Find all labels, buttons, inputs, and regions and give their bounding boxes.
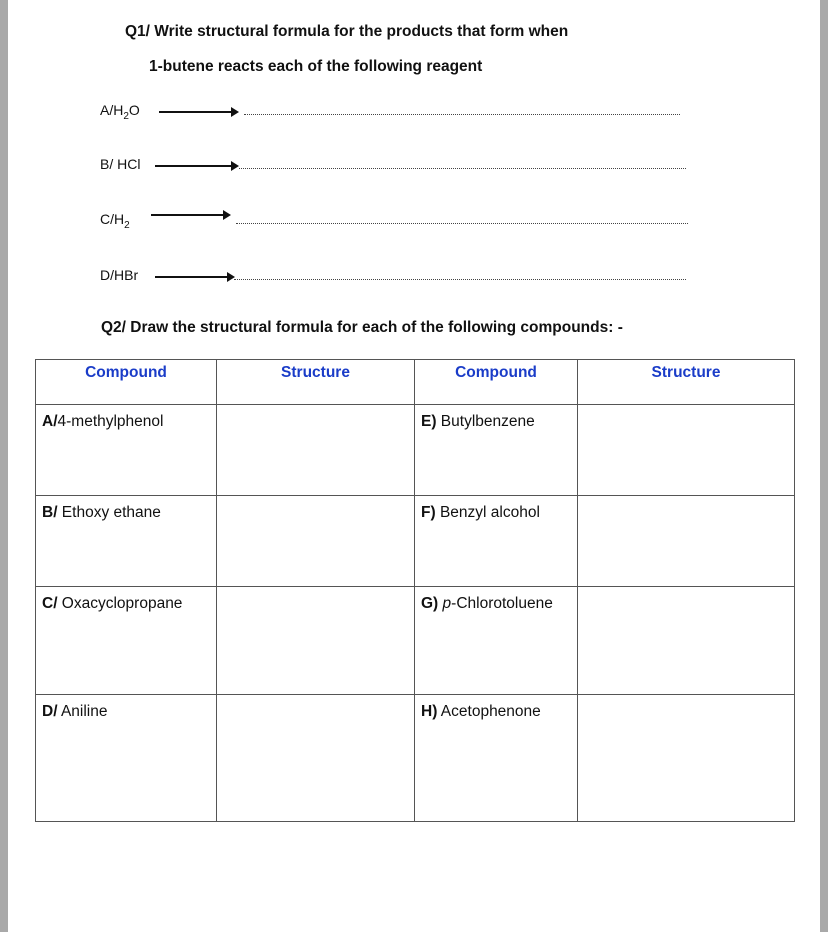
arrow-icon (151, 214, 225, 216)
reagent-row-a (8, 102, 820, 122)
q1-title-line1: Q1/ Write structural formula for the products that form when (125, 23, 569, 40)
table-row (36, 587, 795, 695)
compound-cell-f (415, 496, 578, 587)
compound-cell-e (415, 405, 578, 496)
answer-line-a[interactable] (244, 114, 680, 115)
reagent-label-b (100, 156, 140, 172)
reagent-formula: H (114, 211, 125, 227)
compound-cell-a (36, 405, 217, 496)
compound-name-italic: p (442, 595, 452, 612)
compound-cell-d (36, 695, 217, 822)
compound-prefix: B/ (42, 504, 58, 521)
reagent-formula: HBr (114, 267, 139, 283)
compound-cell-h (415, 695, 578, 822)
compound-prefix: C/ (42, 595, 58, 612)
compound-prefix: E) (421, 413, 437, 430)
structure-cell-b[interactable] (217, 496, 415, 587)
compound-name: Acetophenone (437, 703, 541, 720)
compound-prefix: H) (421, 703, 438, 720)
arrow-icon (159, 111, 233, 113)
header-compound-2: Compound (415, 360, 578, 405)
answer-line-d[interactable] (234, 279, 686, 280)
arrow-icon (155, 165, 233, 167)
reagent-row-c (8, 211, 820, 231)
worksheet-page (8, 0, 820, 932)
structure-cell-d[interactable] (217, 695, 415, 822)
reagent-row-b (8, 156, 820, 176)
table-row (36, 405, 795, 496)
compound-prefix: F) (421, 504, 436, 521)
structure-cell-e[interactable] (578, 405, 795, 496)
compound-prefix: G) (421, 595, 439, 612)
reagent-row-d (8, 267, 820, 287)
reagent-prefix: A/ (100, 102, 114, 118)
answer-line-c[interactable] (236, 223, 688, 224)
structure-cell-a[interactable] (217, 405, 415, 496)
compound-cell-g (415, 587, 578, 695)
structure-cell-g[interactable] (578, 587, 795, 695)
compound-name: Ethoxy ethane (57, 504, 161, 521)
compound-cell-c (36, 587, 217, 695)
reagent-prefix: B/ (100, 156, 114, 172)
table-row (36, 496, 795, 587)
reagent-prefix: D/ (100, 267, 114, 283)
reagent-label-d (100, 267, 138, 283)
structure-cell-c[interactable] (217, 587, 415, 695)
header-compound-1: Compound (36, 360, 217, 405)
compound-name: 4-methylphenol (57, 413, 164, 430)
reagent-formula: H (113, 102, 124, 118)
compound-prefix: A/ (42, 413, 58, 430)
structure-cell-f[interactable] (578, 496, 795, 587)
compound-prefix: D/ (42, 703, 58, 720)
compound-name: Oxacyclopropane (57, 595, 183, 612)
reagent-formula: HCl (113, 156, 141, 172)
reagent-prefix: C/ (100, 211, 114, 227)
reagent-label-c (100, 211, 130, 231)
header-structure-1: Structure (217, 360, 415, 405)
reagent-formula-tail: O (128, 102, 140, 118)
structure-cell-h[interactable] (578, 695, 795, 822)
arrow-icon (155, 276, 229, 278)
reagent-subscript: 2 (124, 219, 130, 231)
table-row (36, 695, 795, 822)
q2-title: Q2/ Draw the structural formula for each of the following compounds: - (101, 319, 623, 336)
compound-name: Butylbenzene (436, 413, 535, 430)
compound-cell-b (36, 496, 217, 587)
compound-name: -Chlorotoluene (451, 595, 553, 612)
reagent-label-a (100, 102, 140, 122)
header-structure-2: Structure (578, 360, 795, 405)
table-header-row (36, 360, 795, 405)
compound-name: Aniline (57, 703, 108, 720)
reagent-subscript: 2 (123, 110, 129, 122)
q1-title-line2: 1-butene reacts each of the following reagent (149, 58, 483, 75)
compound-name: Benzyl alcohol (435, 504, 540, 521)
compounds-table (35, 359, 795, 822)
answer-line-b[interactable] (239, 168, 686, 169)
